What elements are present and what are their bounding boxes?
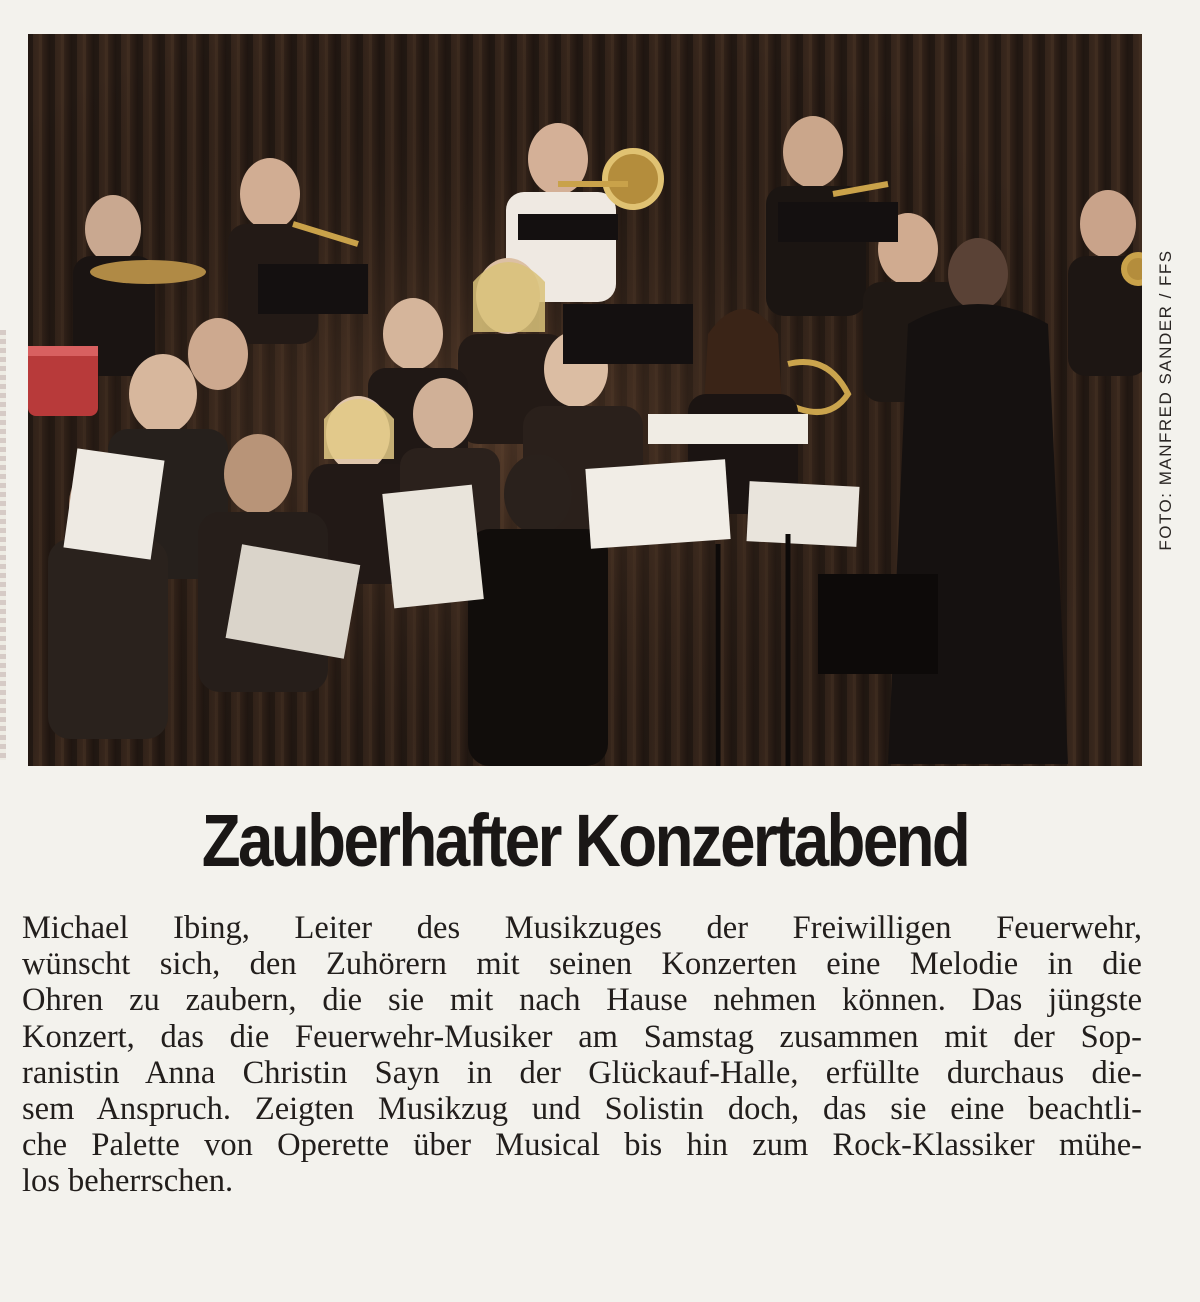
drum-kit bbox=[28, 346, 98, 416]
article-body bbox=[22, 910, 1142, 1200]
clipping-edge-strip bbox=[0, 330, 6, 760]
body-line: Konzert, das die Feuerwehr-Musiker am Samstag zusammen mit der Sop- bbox=[22, 1018, 1142, 1055]
body-line: che Palette von Operette über Musical bis hin zum Rock-Klassiker mühe- bbox=[22, 1127, 1142, 1164]
body-line: sem Anspruch. Zeigten Musikzug und Solistin doch, das sie eine beachtli- bbox=[22, 1091, 1142, 1128]
body-line: Ohren zu zaubern, die sie mit nach Hause nehmen können. Das jüngste bbox=[22, 982, 1142, 1019]
photo-credit-text: FOTO: MANFRED SANDER / FFS bbox=[1156, 249, 1175, 551]
body-line: ranistin Anna Christin Sayn in der Glückauf-Halle, erfüllte durchaus die- bbox=[22, 1054, 1142, 1091]
body-line: los beherrschen. bbox=[22, 1163, 234, 1200]
body-line: wünscht sich, den Zuhörern mit seinen Konzerten eine Melodie in die bbox=[22, 946, 1142, 983]
concert-photo bbox=[28, 34, 1142, 766]
body-line: Michael Ibing, Leiter des Musikzuges der Freiwilligen Feuerwehr, bbox=[22, 910, 1142, 946]
photo-credit bbox=[1146, 34, 1186, 766]
article-headline: Zauberhafter Konzertabend bbox=[201, 799, 969, 882]
concert-photo-illustration bbox=[28, 34, 1142, 766]
cymbal bbox=[90, 260, 206, 284]
